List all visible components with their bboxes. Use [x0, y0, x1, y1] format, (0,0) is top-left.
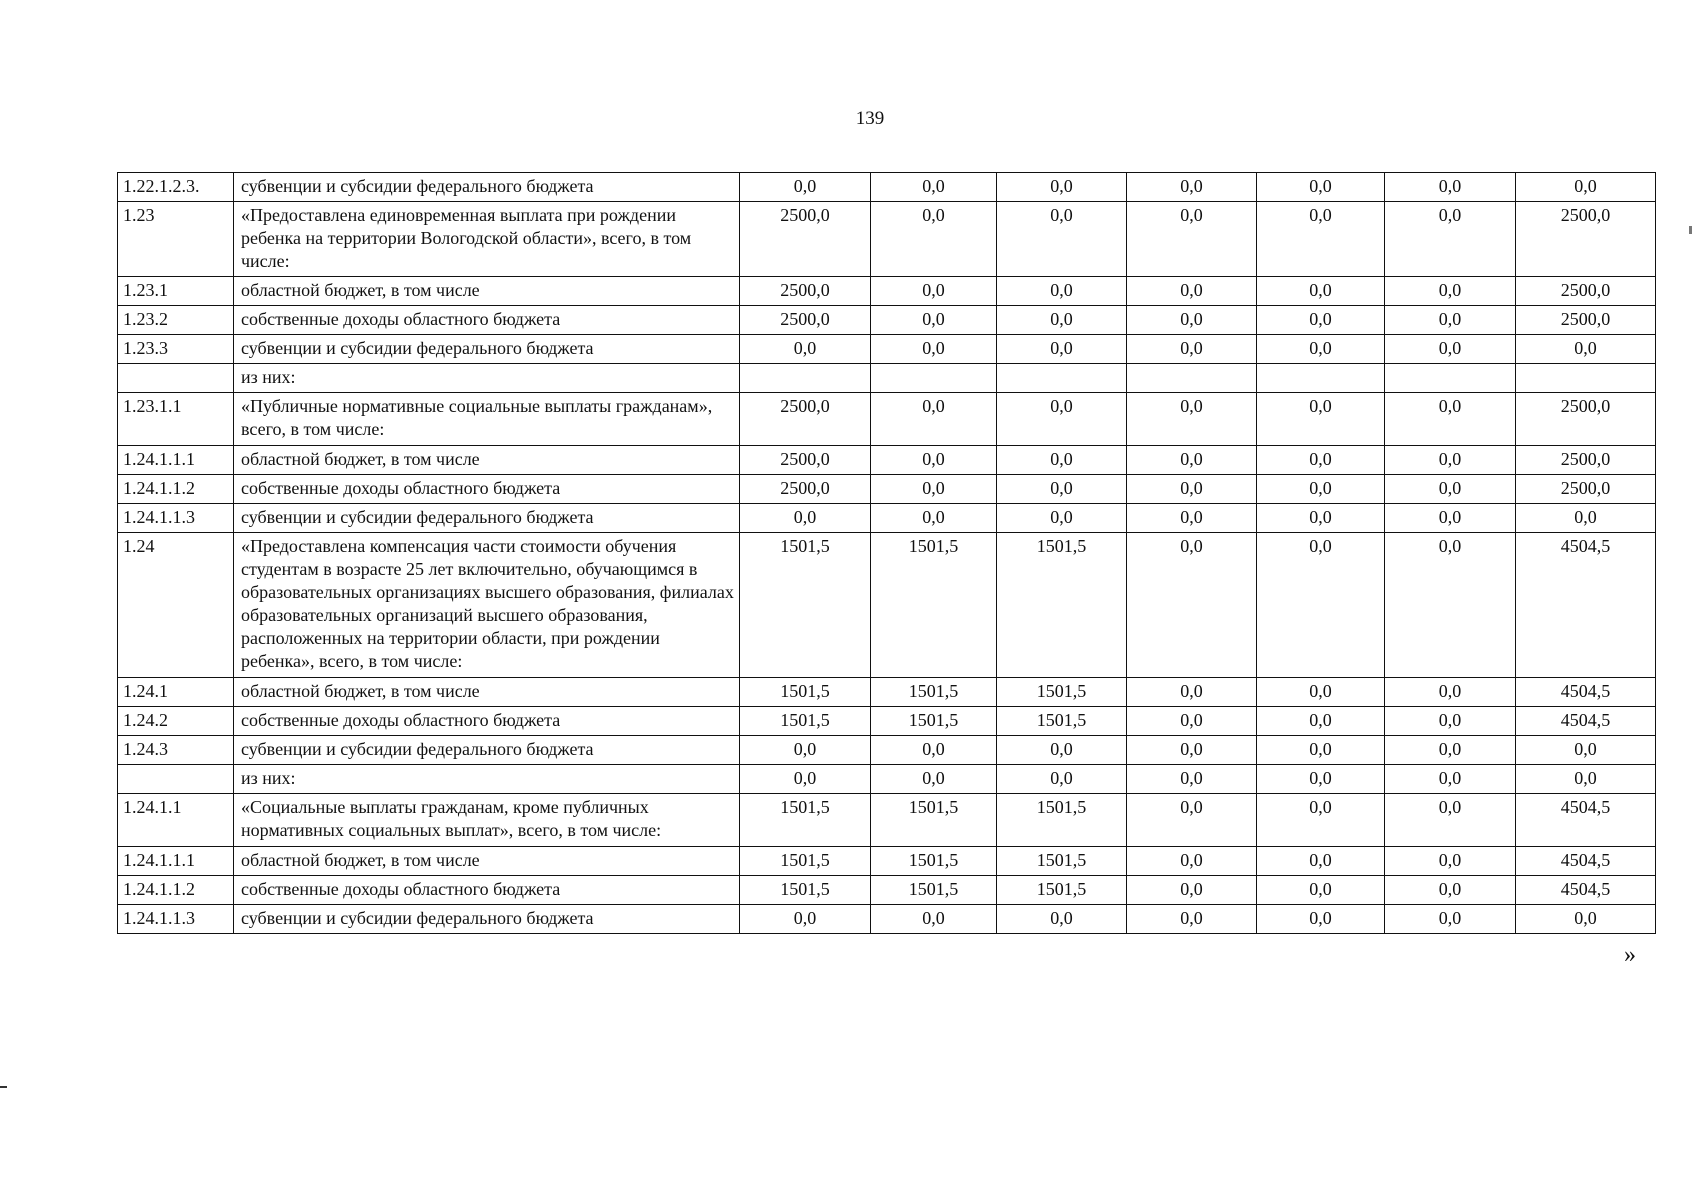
- value-cell: 2500,0: [1516, 306, 1656, 335]
- value-cell: 2500,0: [740, 446, 871, 475]
- value-cell: 1501,5: [871, 707, 997, 736]
- row-code: 1.23.1.1: [118, 393, 234, 446]
- value-cell: 0,0: [1257, 202, 1385, 277]
- value-cell: 4504,5: [1516, 533, 1656, 678]
- scan-artifact: [0, 1086, 7, 1088]
- table-body: [118, 173, 1656, 934]
- value-cell: 0,0: [1385, 446, 1516, 475]
- value-cell: 0,0: [1385, 765, 1516, 794]
- value-cell: 2500,0: [740, 277, 871, 306]
- value-cell: 0,0: [1127, 847, 1257, 876]
- value-cell: 0,0: [871, 393, 997, 446]
- table-row: [118, 533, 1656, 678]
- value-cell: 0,0: [1127, 794, 1257, 847]
- row-name: из них:: [234, 765, 740, 794]
- scan-artifact: [1689, 226, 1692, 234]
- value-cell: 1501,5: [997, 847, 1127, 876]
- row-name: субвенции и субсидии федерального бюджета: [234, 173, 740, 202]
- table-row: [118, 847, 1656, 876]
- table-row: [118, 475, 1656, 504]
- budget-table: [117, 172, 1656, 934]
- value-cell: 0,0: [1127, 173, 1257, 202]
- row-code: 1.24: [118, 533, 234, 678]
- value-cell: 0,0: [997, 277, 1127, 306]
- row-code: 1.24.1.1.1: [118, 446, 234, 475]
- value-cell: 1501,5: [871, 876, 997, 905]
- value-cell: 0,0: [1127, 202, 1257, 277]
- value-cell: 0,0: [1516, 736, 1656, 765]
- value-cell: 4504,5: [1516, 678, 1656, 707]
- row-name: собственные доходы областного бюджета: [234, 707, 740, 736]
- value-cell: 0,0: [1127, 765, 1257, 794]
- value-cell: 0,0: [1385, 847, 1516, 876]
- value-cell: 0,0: [1257, 173, 1385, 202]
- value-cell: 0,0: [871, 504, 997, 533]
- table-row: [118, 306, 1656, 335]
- row-name: субвенции и субсидии федерального бюджета: [234, 504, 740, 533]
- value-cell: 0,0: [1257, 847, 1385, 876]
- row-code: 1.23.3: [118, 335, 234, 364]
- value-cell: 0,0: [871, 475, 997, 504]
- row-name: субвенции и субсидии федерального бюджета: [234, 335, 740, 364]
- value-cell: 0,0: [1385, 707, 1516, 736]
- value-cell: 0,0: [1516, 765, 1656, 794]
- value-cell: 0,0: [1385, 335, 1516, 364]
- value-cell: 0,0: [997, 504, 1127, 533]
- row-name: субвенции и субсидии федерального бюджета: [234, 736, 740, 765]
- value-cell: [740, 364, 871, 393]
- row-code: 1.24.1.1.3: [118, 504, 234, 533]
- table-row: [118, 765, 1656, 794]
- value-cell: 0,0: [1127, 335, 1257, 364]
- value-cell: 0,0: [1127, 533, 1257, 678]
- value-cell: 0,0: [1385, 475, 1516, 504]
- value-cell: 0,0: [1385, 736, 1516, 765]
- value-cell: 0,0: [1257, 475, 1385, 504]
- table-row: [118, 678, 1656, 707]
- value-cell: [1516, 364, 1656, 393]
- value-cell: 0,0: [1516, 173, 1656, 202]
- value-cell: 0,0: [871, 173, 997, 202]
- value-cell: 0,0: [1127, 905, 1257, 934]
- row-code: 1.24.3: [118, 736, 234, 765]
- value-cell: 0,0: [1257, 533, 1385, 678]
- row-name: «Предоставлена единовременная выплата при рождении ребенка на территории Вологодской области», всего, в том числе:: [234, 202, 740, 277]
- value-cell: 0,0: [871, 905, 997, 934]
- value-cell: 0,0: [1385, 533, 1516, 678]
- value-cell: 2500,0: [740, 475, 871, 504]
- value-cell: [871, 364, 997, 393]
- table-row: [118, 446, 1656, 475]
- value-cell: 0,0: [1257, 504, 1385, 533]
- value-cell: 0,0: [740, 504, 871, 533]
- table-row: [118, 277, 1656, 306]
- row-code: 1.24.2: [118, 707, 234, 736]
- value-cell: 0,0: [1516, 504, 1656, 533]
- value-cell: 1501,5: [871, 847, 997, 876]
- value-cell: 0,0: [1385, 678, 1516, 707]
- value-cell: 2500,0: [740, 393, 871, 446]
- value-cell: 0,0: [1516, 335, 1656, 364]
- value-cell: 0,0: [997, 446, 1127, 475]
- value-cell: 1501,5: [997, 794, 1127, 847]
- table-row: [118, 707, 1656, 736]
- value-cell: 0,0: [1385, 794, 1516, 847]
- value-cell: [997, 364, 1127, 393]
- value-cell: 0,0: [997, 335, 1127, 364]
- value-cell: 0,0: [1257, 876, 1385, 905]
- value-cell: 0,0: [997, 736, 1127, 765]
- row-code: [118, 364, 234, 393]
- value-cell: 0,0: [997, 202, 1127, 277]
- row-name: «Социальные выплаты гражданам, кроме публичных нормативных социальных выплат», всего, в том числе:: [234, 794, 740, 847]
- value-cell: 1501,5: [871, 794, 997, 847]
- value-cell: 0,0: [1257, 446, 1385, 475]
- value-cell: 0,0: [871, 306, 997, 335]
- value-cell: 0,0: [1127, 678, 1257, 707]
- value-cell: 0,0: [1127, 277, 1257, 306]
- value-cell: 0,0: [997, 905, 1127, 934]
- value-cell: 0,0: [1257, 707, 1385, 736]
- value-cell: 0,0: [871, 736, 997, 765]
- table-row: [118, 173, 1656, 202]
- row-name: собственные доходы областного бюджета: [234, 876, 740, 905]
- value-cell: 0,0: [1385, 173, 1516, 202]
- value-cell: 0,0: [740, 765, 871, 794]
- row-name: из них:: [234, 364, 740, 393]
- value-cell: 4504,5: [1516, 876, 1656, 905]
- value-cell: 1501,5: [997, 876, 1127, 905]
- row-code: 1.23.2: [118, 306, 234, 335]
- table-row: [118, 335, 1656, 364]
- row-code: 1.23.1: [118, 277, 234, 306]
- page-number: 139: [855, 108, 885, 129]
- row-name: областной бюджет, в том числе: [234, 277, 740, 306]
- value-cell: 0,0: [740, 173, 871, 202]
- value-cell: 4504,5: [1516, 794, 1656, 847]
- value-cell: 2500,0: [740, 202, 871, 277]
- value-cell: 0,0: [1257, 765, 1385, 794]
- row-name: «Предоставлена компенсация части стоимости обучения студентам в возрасте 25 лет включительно, обучающимся в образовательных организациях высшего образования, филиалах образовательных организаций высшего образования, расположенных на территории области, при рождении ребенка», всего, в том числе:: [234, 533, 740, 678]
- value-cell: 2500,0: [1516, 202, 1656, 277]
- value-cell: 0,0: [997, 173, 1127, 202]
- value-cell: [1385, 364, 1516, 393]
- value-cell: 2500,0: [1516, 446, 1656, 475]
- table-row: [118, 504, 1656, 533]
- value-cell: 2500,0: [1516, 277, 1656, 306]
- row-name: областной бюджет, в том числе: [234, 446, 740, 475]
- value-cell: 0,0: [740, 736, 871, 765]
- value-cell: 0,0: [1257, 905, 1385, 934]
- value-cell: 0,0: [1385, 306, 1516, 335]
- row-code: 1.24.1.1.1: [118, 847, 234, 876]
- row-code: 1.22.1.2.3.: [118, 173, 234, 202]
- table-row: [118, 905, 1656, 934]
- value-cell: 0,0: [1127, 306, 1257, 335]
- value-cell: 0,0: [1127, 876, 1257, 905]
- closing-quote-mark: »: [1624, 942, 1636, 968]
- value-cell: 2500,0: [1516, 475, 1656, 504]
- value-cell: 0,0: [1385, 202, 1516, 277]
- value-cell: 0,0: [871, 277, 997, 306]
- value-cell: 1501,5: [740, 533, 871, 678]
- row-name: собственные доходы областного бюджета: [234, 475, 740, 504]
- value-cell: 0,0: [1516, 905, 1656, 934]
- value-cell: 0,0: [997, 475, 1127, 504]
- value-cell: 0,0: [1127, 736, 1257, 765]
- table-row: [118, 364, 1656, 393]
- row-code: 1.24.1: [118, 678, 234, 707]
- value-cell: 0,0: [997, 765, 1127, 794]
- value-cell: 0,0: [1385, 504, 1516, 533]
- value-cell: 1501,5: [871, 678, 997, 707]
- value-cell: 1501,5: [997, 707, 1127, 736]
- row-name: субвенции и субсидии федерального бюджета: [234, 905, 740, 934]
- row-code: 1.24.1.1.2: [118, 876, 234, 905]
- row-name: собственные доходы областного бюджета: [234, 306, 740, 335]
- row-code: 1.23: [118, 202, 234, 277]
- table-row: [118, 794, 1656, 847]
- table-row: [118, 393, 1656, 446]
- row-name: «Публичные нормативные социальные выплаты гражданам», всего, в том числе:: [234, 393, 740, 446]
- budget-table-container: [117, 172, 1655, 934]
- value-cell: 0,0: [871, 765, 997, 794]
- value-cell: 1501,5: [871, 533, 997, 678]
- value-cell: 0,0: [1385, 393, 1516, 446]
- value-cell: 0,0: [1257, 277, 1385, 306]
- value-cell: [1257, 364, 1385, 393]
- value-cell: 0,0: [1127, 707, 1257, 736]
- value-cell: 4504,5: [1516, 707, 1656, 736]
- value-cell: 0,0: [1257, 736, 1385, 765]
- row-name: областной бюджет, в том числе: [234, 847, 740, 876]
- value-cell: 0,0: [1257, 678, 1385, 707]
- value-cell: 0,0: [1257, 393, 1385, 446]
- value-cell: 1501,5: [740, 847, 871, 876]
- row-code: 1.24.1.1.2: [118, 475, 234, 504]
- value-cell: 2500,0: [1516, 393, 1656, 446]
- value-cell: 0,0: [1257, 306, 1385, 335]
- value-cell: 1501,5: [740, 876, 871, 905]
- value-cell: 0,0: [740, 335, 871, 364]
- value-cell: 0,0: [1385, 277, 1516, 306]
- value-cell: 4504,5: [1516, 847, 1656, 876]
- value-cell: 1501,5: [740, 678, 871, 707]
- row-code: 1.24.1.1.3: [118, 905, 234, 934]
- row-code: 1.24.1.1: [118, 794, 234, 847]
- value-cell: 0,0: [1127, 475, 1257, 504]
- value-cell: 2500,0: [740, 306, 871, 335]
- value-cell: 1501,5: [997, 678, 1127, 707]
- value-cell: 0,0: [1385, 876, 1516, 905]
- value-cell: 1501,5: [997, 533, 1127, 678]
- value-cell: 0,0: [1385, 905, 1516, 934]
- row-code: [118, 765, 234, 794]
- row-name: областной бюджет, в том числе: [234, 678, 740, 707]
- table-row: [118, 736, 1656, 765]
- value-cell: 0,0: [997, 306, 1127, 335]
- value-cell: 1501,5: [740, 794, 871, 847]
- table-row: [118, 202, 1656, 277]
- table-row: [118, 876, 1656, 905]
- value-cell: 0,0: [871, 446, 997, 475]
- value-cell: 0,0: [1257, 794, 1385, 847]
- value-cell: 0,0: [1127, 393, 1257, 446]
- value-cell: 0,0: [871, 335, 997, 364]
- value-cell: [1127, 364, 1257, 393]
- value-cell: 0,0: [871, 202, 997, 277]
- value-cell: 0,0: [1127, 504, 1257, 533]
- value-cell: 0,0: [997, 393, 1127, 446]
- value-cell: 0,0: [1127, 446, 1257, 475]
- value-cell: 0,0: [740, 905, 871, 934]
- value-cell: 1501,5: [740, 707, 871, 736]
- value-cell: 0,0: [1257, 335, 1385, 364]
